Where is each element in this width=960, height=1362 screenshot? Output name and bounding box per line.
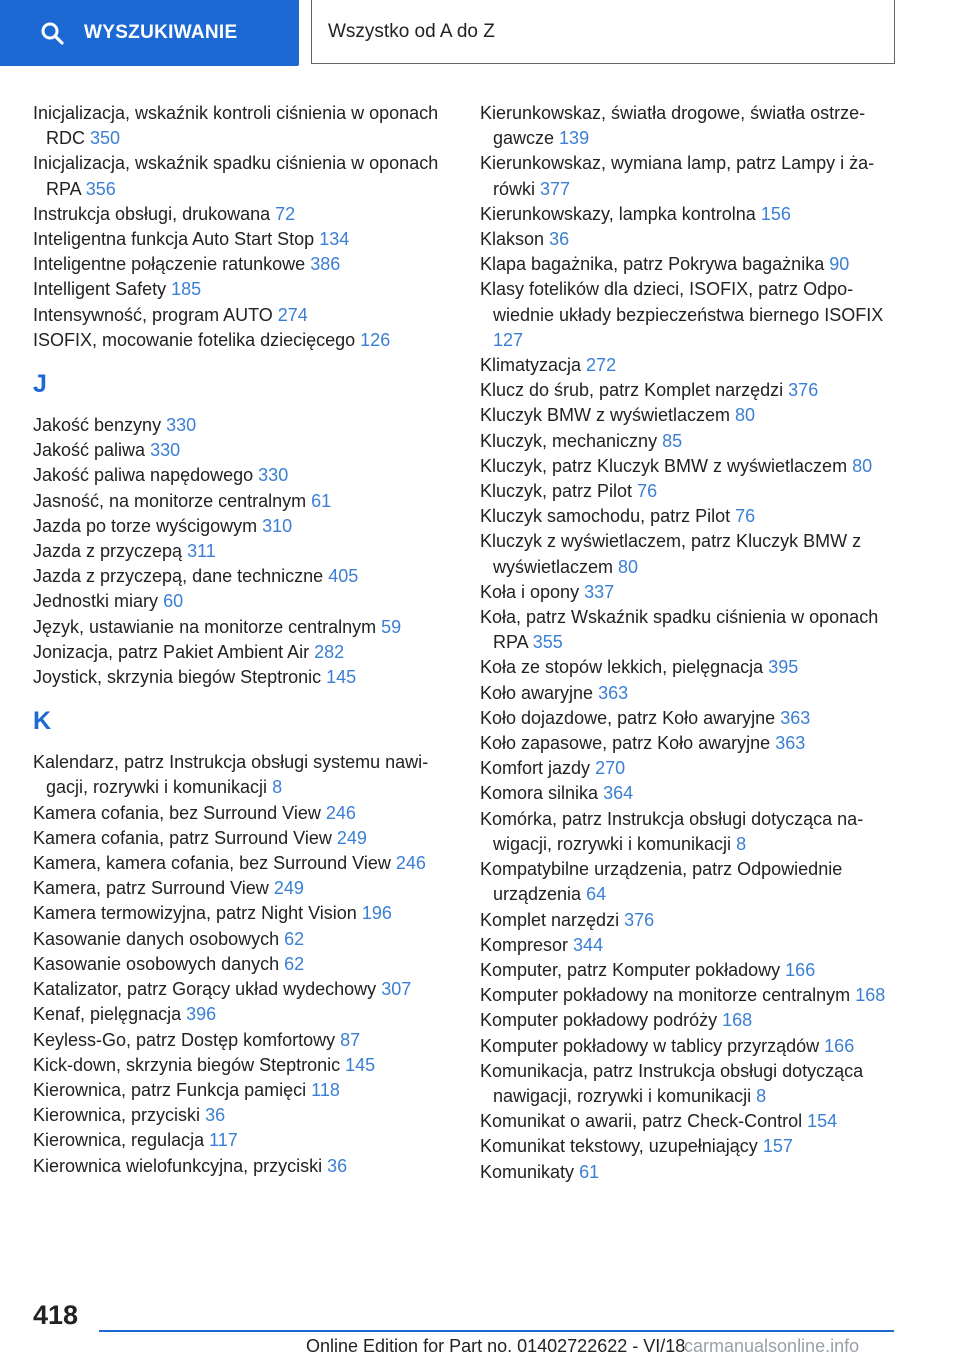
- page-reference-link[interactable]: 196: [361, 903, 392, 924]
- index-entry-text: Kierownica, przyciski: [33, 1105, 201, 1126]
- index-entry-text: Inicjalizacja, wskaźnik spadku ciśnienia w oponach RPA: [33, 153, 439, 199]
- footer-divider: [99, 1330, 894, 1332]
- page-reference-link[interactable]: 145: [345, 1054, 376, 1075]
- page-reference-link[interactable]: 36: [327, 1155, 348, 1176]
- index-entry: [480, 101, 900, 151]
- index-entry-text: Komfort jazdy: [480, 758, 591, 779]
- page-reference-link[interactable]: 61: [579, 1161, 600, 1182]
- watermark: carmanualsonline.info: [684, 1336, 860, 1356]
- page-reference-link[interactable]: 36: [549, 229, 570, 250]
- index-entry-text: Komunikaty: [480, 1161, 575, 1182]
- page-reference-link[interactable]: 330: [166, 415, 197, 436]
- index-entry-text: Kluczyk samochodu, patrz Pilot: [480, 506, 731, 527]
- index-entry-text: Kenaf, pielęgnacja: [33, 1004, 182, 1025]
- page-reference-link[interactable]: 363: [780, 707, 811, 728]
- page-reference-link[interactable]: 344: [573, 934, 604, 955]
- page-reference-link[interactable]: 80: [852, 455, 873, 476]
- index-entry-text: Jonizacja, patrz Pakiet Ambient Air: [33, 641, 310, 662]
- index-entry: [480, 1034, 900, 1059]
- index-entry: [480, 454, 900, 479]
- page-reference-link[interactable]: 154: [807, 1111, 838, 1132]
- page-reference-link[interactable]: 282: [314, 641, 345, 662]
- index-entry: [480, 933, 900, 958]
- index-entry-text: Klucz do śrub, patrz Komplet narzędzi: [480, 380, 784, 401]
- index-entry: [480, 353, 900, 378]
- page-reference-link[interactable]: 117: [209, 1130, 238, 1151]
- page-reference-link[interactable]: 270: [595, 758, 626, 779]
- index-entry-text: Klasy fotelików dla dzieci, ISOFIX, patrz Odpowiednie układy bezpieczeństwa biernego ISOFIX: [480, 279, 884, 325]
- index-entry: [33, 227, 453, 252]
- index-entry-text: Klakson: [480, 229, 545, 250]
- edition-line: Online Edition for Part no. 01402722622 - VI/18: [306, 1336, 686, 1356]
- index-entry: [33, 202, 453, 227]
- index-entry-text: Komunikacja, patrz Instrukcja obsługi dotycząca nawigacji, rozrywki i komunikacji: [480, 1060, 864, 1106]
- section-letter: K: [33, 707, 52, 736]
- page-reference-link[interactable]: 60: [163, 591, 184, 612]
- page-reference-link[interactable]: 157: [762, 1136, 793, 1157]
- index-entry: [33, 514, 453, 539]
- page-reference-link[interactable]: 87: [340, 1029, 361, 1050]
- index-entry: [33, 277, 453, 302]
- page-number: 418: [33, 1300, 79, 1330]
- page-reference-link[interactable]: 80: [618, 556, 639, 577]
- page-reference-link[interactable]: 249: [336, 827, 367, 848]
- page-reference-link[interactable]: 356: [85, 178, 116, 199]
- page-reference-link[interactable]: 246: [325, 802, 356, 823]
- page-reference-link[interactable]: 350: [90, 128, 121, 149]
- index-entry: [33, 489, 453, 514]
- index-entry-text: Koła, patrz Wskaźnik spadku ciśnienia w oponach RPA: [480, 607, 879, 653]
- index-entry-text: Keyless-Go, patrz Dostęp komfortowy: [33, 1029, 336, 1050]
- index-entry-text: Komórka, patrz Instrukcja obsługi dotycząca nawigacji, rozrywki i komunikacji: [480, 808, 864, 854]
- index-entry-text: Kamera cofania, patrz Surround View: [33, 827, 332, 848]
- index-entry: [480, 1059, 900, 1109]
- index-entry: [480, 479, 900, 504]
- index-entry: [480, 252, 900, 277]
- index-entry-text: Kluczyk, patrz Kluczyk BMW z wyświetlaczem: [480, 455, 848, 476]
- index-entry-text: Koła i opony: [480, 581, 580, 602]
- index-entry: [33, 615, 453, 640]
- index-entry-text: Kluczyk, patrz Pilot: [480, 481, 633, 502]
- index-entry: [33, 1103, 453, 1128]
- index-entry: [33, 665, 453, 690]
- page-reference-link[interactable]: 272: [586, 355, 617, 376]
- index-entry-text: Jasność, na monitorze centralnym: [33, 490, 307, 511]
- page-reference-link[interactable]: 36: [205, 1105, 226, 1126]
- index-entry: [33, 1028, 453, 1053]
- page-reference-link[interactable]: 59: [381, 616, 402, 637]
- index-entry-text: Język, ustawianie na monitorze centralnym: [33, 616, 377, 637]
- index-entry: [480, 1134, 900, 1159]
- page-reference-link[interactable]: 118: [311, 1079, 340, 1100]
- index-entry: [33, 564, 453, 589]
- page-reference-link[interactable]: 80: [735, 405, 756, 426]
- index-entry: [33, 1002, 453, 1027]
- search-tab-label: WYSZUKIWANIE: [84, 22, 238, 43]
- page-reference-link[interactable]: 355: [532, 632, 563, 653]
- page-reference-link[interactable]: 249: [273, 878, 304, 899]
- index-entry-text: Jazda po torze wyścigowym: [33, 515, 258, 536]
- page-reference-link[interactable]: 166: [824, 1035, 855, 1056]
- index-entry: [33, 1128, 453, 1153]
- index-entry-text: Inteligentne połączenie ratunkowe: [33, 254, 306, 275]
- index-entry-text: Kluczyk, mechaniczny: [480, 430, 658, 451]
- index-entry: [33, 589, 453, 614]
- page-reference-link[interactable]: 330: [150, 440, 181, 461]
- index-entry-text: Kamera, patrz Surround View: [33, 878, 269, 899]
- index-entry-text: ISOFIX, mocowanie fotelika dziecięcego: [33, 329, 356, 350]
- index-entry: [33, 977, 453, 1002]
- index-entry-text: Koło awaryjne: [480, 682, 594, 703]
- index-entry: [480, 908, 900, 933]
- index-entry-text: Komputer pokładowy podróży: [480, 1010, 718, 1031]
- page-reference-link[interactable]: 166: [785, 959, 816, 980]
- index-entry: [480, 227, 900, 252]
- index-entry-text: Kasowanie danych osobowych: [33, 928, 280, 949]
- a-to-z-tab-label: Wszystko od A do Z: [328, 20, 495, 42]
- index-entry-text: Jednostki miary: [33, 591, 159, 612]
- index-entry-text: Jakość benzyny: [33, 415, 162, 436]
- page-reference-link[interactable]: 311: [187, 541, 216, 562]
- index-entry-text: Komunikat o awarii, patrz Check-Control: [480, 1111, 803, 1132]
- index-entry: [480, 958, 900, 983]
- index-entry: [480, 655, 900, 680]
- index-entry-text: Intensywność, program AUTO: [33, 304, 273, 325]
- page-reference-link[interactable]: 246: [395, 853, 426, 874]
- index-entry: [33, 750, 453, 800]
- index-entry-text: Klapa bagażnika, patrz Pokrywa bagażnika: [480, 254, 825, 275]
- page-reference-link[interactable]: 61: [311, 490, 332, 511]
- page-reference-link[interactable]: 274: [277, 304, 308, 325]
- page-reference-link[interactable]: 307: [381, 979, 412, 1000]
- page-reference-link[interactable]: 156: [760, 203, 791, 224]
- page-reference-link[interactable]: 395: [768, 657, 799, 678]
- index-entry: [480, 277, 900, 353]
- page-reference-link[interactable]: 337: [584, 581, 615, 602]
- index-entry: [33, 438, 453, 463]
- index-entry-text: Kierunkowskaz, światła drogowe, światła ostrzegawcze: [480, 103, 866, 149]
- index-entry: [33, 1053, 453, 1078]
- page-reference-link[interactable]: 376: [624, 909, 655, 930]
- page-reference-link[interactable]: 64: [586, 884, 607, 905]
- index-entry: [33, 826, 453, 851]
- index-entry-text: Kamera, kamera cofania, bez Surround View: [33, 853, 391, 874]
- index-entry-text: Kalendarz, patrz Instrukcja obsługi systemu nawigacji, rozrywki i komunikacji: [33, 752, 429, 798]
- index-entry: [33, 640, 453, 665]
- index-entry: [480, 151, 900, 201]
- index-entry: [33, 801, 453, 826]
- index-entry-text: Inteligentna funkcja Auto Start Stop: [33, 229, 315, 250]
- index-entry: [480, 781, 900, 806]
- index-entry: [480, 1160, 900, 1185]
- index-entry-text: Inicjalizacja, wskaźnik kontroli ciśnienia w oponach RDC: [33, 103, 439, 149]
- index-entry: [33, 851, 453, 876]
- page-reference-link[interactable]: 126: [360, 329, 391, 350]
- index-entry-text: Kluczyk BMW z wyświetlaczem: [480, 405, 731, 426]
- index-entry: [480, 983, 900, 1008]
- index-entry: [33, 901, 453, 926]
- index-entry: [33, 1078, 453, 1103]
- index-entry: [33, 252, 453, 277]
- page-reference-link[interactable]: 139: [559, 128, 590, 149]
- page-reference-link[interactable]: 85: [662, 430, 683, 451]
- index-entry-text: Klimatyzacja: [480, 355, 582, 376]
- index-entry: [480, 1008, 900, 1033]
- page-reference-link[interactable]: 76: [637, 481, 658, 502]
- index-entry-text: Komora silnika: [480, 783, 599, 804]
- page-reference-link[interactable]: 62: [284, 928, 305, 949]
- page-reference-link[interactable]: 145: [326, 667, 357, 688]
- index-entry-text: Komplet narzędzi: [480, 909, 620, 930]
- index-entry-text: Koło zapasowe, patrz Koło awaryjne: [480, 733, 771, 754]
- page-reference-link[interactable]: 363: [775, 733, 806, 754]
- index-entry: [33, 303, 453, 328]
- index-entry-text: Jazda z przyczepą: [33, 541, 183, 562]
- index-entry: [480, 706, 900, 731]
- index-entry: [480, 681, 900, 706]
- index-entry: [480, 378, 900, 403]
- index-entry-text: Komputer, patrz Komputer pokładowy: [480, 959, 781, 980]
- page-reference-link[interactable]: 8: [736, 833, 747, 854]
- index-entry-text: Joystick, skrzynia biegów Steptronic: [33, 667, 322, 688]
- search-tab[interactable]: [0, 0, 299, 66]
- index-entry: [480, 504, 900, 529]
- index-entry: [480, 429, 900, 454]
- index-entry: [33, 1154, 453, 1179]
- page-reference-link[interactable]: 364: [603, 783, 634, 804]
- page-reference-link[interactable]: 185: [171, 279, 202, 300]
- index-entry: [33, 927, 453, 952]
- index-entry: [480, 807, 900, 857]
- index-entry: [480, 1109, 900, 1134]
- index-entry: [480, 605, 900, 655]
- index-entry-text: Kierunkowskaz, wymiana lamp, patrz Lampy i żarówki: [480, 153, 875, 199]
- page-reference-link[interactable]: 168: [855, 985, 886, 1006]
- index-entry: [33, 151, 453, 201]
- index-column-right: [480, 101, 900, 1185]
- page-reference-link[interactable]: 386: [310, 254, 341, 275]
- index-entry-text: Instrukcja obsługi, drukowana: [33, 203, 271, 224]
- page-reference-link[interactable]: 62: [284, 953, 305, 974]
- index-entry: [480, 756, 900, 781]
- index-entry-text: Intelligent Safety: [33, 279, 167, 300]
- page-reference-link[interactable]: 376: [788, 380, 819, 401]
- page-reference-link[interactable]: 134: [319, 229, 350, 250]
- index-entry-text: Katalizator, patrz Gorący układ wydechowy: [33, 979, 377, 1000]
- page-reference-link[interactable]: 8: [272, 777, 283, 798]
- page-reference-link[interactable]: 72: [275, 203, 296, 224]
- index-entry: [33, 539, 453, 564]
- index-entry-text: Jazda z przyczepą, dane techniczne: [33, 566, 324, 587]
- section-letter: J: [33, 370, 47, 399]
- index-entry-text: Kamera termowizyjna, patrz Night Vision: [33, 903, 357, 924]
- index-entry: [480, 857, 900, 907]
- page-reference-link[interactable]: 405: [328, 566, 359, 587]
- index-entry: [33, 952, 453, 977]
- page-reference-link[interactable]: 127: [493, 329, 524, 350]
- index-entry: [33, 101, 453, 151]
- index-entry-text: Koła ze stopów lekkich, pielęgnacja: [480, 657, 764, 678]
- index-entry-text: Kierunkowskazy, lampka kontrolna: [480, 203, 756, 224]
- top-navigation: [0, 0, 960, 66]
- index-entry: [33, 328, 453, 353]
- index-entry-text: Kierownica, regulacja: [33, 1130, 205, 1151]
- index-entry-text: Kompresor: [480, 934, 569, 955]
- index-entry-text: Kluczyk z wyświetlaczem, patrz Kluczyk BMW z wyświetlaczem: [480, 531, 862, 577]
- page-reference-link[interactable]: 90: [829, 254, 850, 275]
- index-entry-text: Kasowanie osobowych danych: [33, 953, 280, 974]
- index-entry-text: Kick-down, skrzynia biegów Steptronic: [33, 1054, 341, 1075]
- index-entry: [480, 202, 900, 227]
- index-entry-text: Kierownica wielofunkcyjna, przyciski: [33, 1155, 323, 1176]
- index-entry-text: Koło dojazdowe, patrz Koło awaryjne: [480, 707, 776, 728]
- index-entry-text: Komunikat tekstowy, uzupełniający: [480, 1136, 758, 1157]
- index-column-left: [33, 101, 453, 1179]
- index-entry: [33, 413, 453, 438]
- index-entry-text: Kompatybilne urządzenia, patrz Odpowiednie urządzenia: [480, 859, 843, 905]
- page-reference-link[interactable]: 377: [540, 178, 571, 199]
- page-reference-link[interactable]: 76: [735, 506, 756, 527]
- a-to-z-tab[interactable]: [311, 0, 895, 64]
- index-entry-text: Jakość paliwa napędowego: [33, 465, 254, 486]
- index-entry-text: Komputer pokładowy w tablicy przyrządów: [480, 1035, 820, 1056]
- page-reference-link[interactable]: 310: [262, 515, 293, 536]
- page-reference-link[interactable]: 168: [722, 1010, 753, 1031]
- page-reference-link[interactable]: 330: [258, 465, 289, 486]
- index-entry: [33, 463, 453, 488]
- index-entry: [480, 731, 900, 756]
- index-entry: [480, 580, 900, 605]
- page-reference-link[interactable]: 363: [598, 682, 629, 703]
- index-entry-text: Komputer pokładowy na monitorze centralnym: [480, 985, 851, 1006]
- page-reference-link[interactable]: 396: [186, 1004, 217, 1025]
- index-entry: [33, 876, 453, 901]
- index-entry: [480, 529, 900, 579]
- index-entry-text: Kierownica, patrz Funkcja pamięci: [33, 1079, 307, 1100]
- index-entry: [480, 403, 900, 428]
- index-entry-text: Kamera cofania, bez Surround View: [33, 802, 321, 823]
- page-reference-link[interactable]: 8: [756, 1085, 767, 1106]
- search-icon: [40, 21, 64, 45]
- index-entry-text: Jakość paliwa: [33, 440, 146, 461]
